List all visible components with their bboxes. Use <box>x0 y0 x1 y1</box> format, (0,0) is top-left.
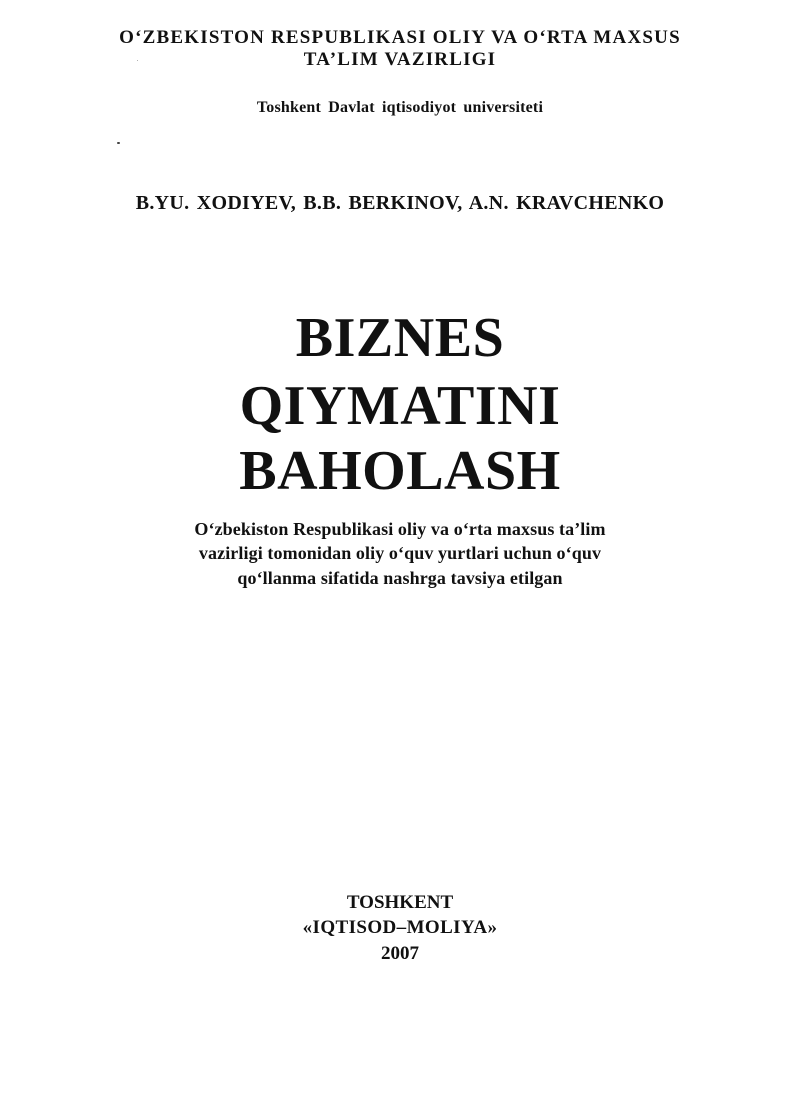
authors: B.YU. XODIYEV, B.B. BERKINOV, A.N. KRAVCHENKO <box>135 192 665 214</box>
book-title-line-2: QIYMATINI <box>239 375 561 437</box>
book-title-line-3: BAHOLASH <box>239 440 561 502</box>
imprint-year: 2007 <box>381 943 419 964</box>
imprint-city: TOSHKENT <box>346 892 454 913</box>
approval-note-line-3: qo‘llanma sifatida nashrga tavsiya etilgan <box>237 568 563 588</box>
book-title-line-1: BIZNES <box>295 307 505 369</box>
imprint-publisher: «IQTISOD–MOLIYA» <box>302 917 498 938</box>
ministry-line-2: TA’LIM VAZIRLIGI <box>303 49 497 70</box>
ministry-line-1: O‘ZBEKISTON RESPUBLIKASI OLIY VA O‘RTA MAXSUS <box>119 27 681 48</box>
approval-note-line-2: vazirligi tomonidan oliy o‘quv yurtlari uchun o‘quv <box>198 543 602 563</box>
approval-note-line-1: O‘zbekiston Respublikasi oliy va o‘rta maxsus ta’lim <box>194 519 606 539</box>
print-speck <box>117 142 120 144</box>
university-name: Toshkent Davlat iqtisodiyot universiteti <box>256 99 544 116</box>
